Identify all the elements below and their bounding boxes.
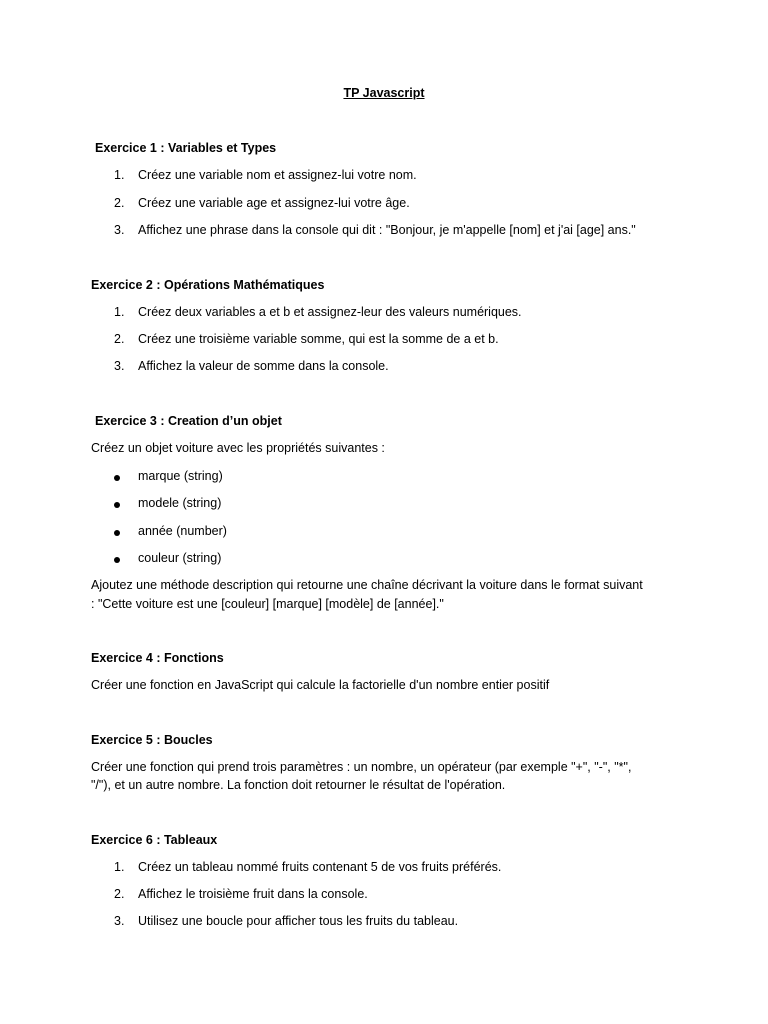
exercise-3-heading: Exercice 3 : Creation d’un objet (95, 414, 282, 428)
list-item-number: 3. (114, 359, 125, 373)
list-item-number: 3. (114, 223, 125, 237)
list-item-text: Créez une variable nom et assignez-lui votre nom. (138, 168, 417, 182)
exercise-3-outro-line-2: : "Cette voiture est une [couleur] [marque] [modèle] de [année]." (91, 597, 444, 611)
list-item-text: modele (string) (138, 496, 222, 510)
exercise-3-outro-line-1: Ajoutez une méthode description qui retourne une chaîne décrivant la voiture dans le format suivant (91, 578, 643, 592)
list-item-text: Créez un tableau nommé fruits contenant 5 de vos fruits préférés. (138, 860, 502, 874)
bullet-icon (114, 475, 120, 481)
document-title: TP Javascript (343, 86, 425, 100)
list-item-number: 3. (114, 914, 125, 928)
exercise-6-heading: Exercice 6 : Tableaux (91, 833, 218, 847)
list-item-text: Créez une variable age et assignez-lui votre âge. (138, 196, 410, 210)
exercise-5-text-line-2: "/"), et un autre nombre. La fonction doit retourner le résultat de l'opération. (91, 778, 506, 792)
list-item-text: Affichez une phrase dans la console qui dit : "Bonjour, je m'appelle [nom] et j'ai [age] ans." (138, 223, 636, 237)
exercise-3-intro: Créez un objet voiture avec les propriétés suivantes : (91, 441, 385, 455)
list-item-number: 2. (114, 196, 125, 210)
list-item-text: année (number) (138, 524, 227, 538)
exercise-5-text-line-1: Créer une fonction qui prend trois paramètres : un nombre, un opérateur (par exemple "+", "-", "*", (91, 760, 632, 774)
list-item-number: 1. (114, 168, 125, 182)
list-item-text: Affichez la valeur de somme dans la console. (138, 359, 389, 373)
exercise-4-heading: Exercice 4 : Fonctions (91, 651, 224, 665)
list-item-number: 1. (114, 860, 125, 874)
list-item-text: Utilisez une boucle pour afficher tous les fruits du tableau. (138, 914, 459, 928)
list-item-text: marque (string) (138, 469, 223, 483)
exercise-4-text: Créer une fonction en JavaScript qui calcule la factorielle d'un nombre entier positif (91, 678, 550, 692)
bullet-icon (114, 502, 120, 508)
exercise-2-heading: Exercice 2 : Opérations Mathématiques (91, 278, 325, 292)
list-item-text: Affichez le troisième fruit dans la console. (138, 887, 368, 901)
list-item-number: 2. (114, 887, 125, 901)
bullet-icon (114, 530, 120, 536)
exercise-1-heading: Exercice 1 : Variables et Types (95, 141, 277, 155)
list-item-text: couleur (string) (138, 551, 222, 565)
list-item-number: 2. (114, 332, 125, 346)
list-item-text: Créez deux variables a et b et assignez-leur des valeurs numériques. (138, 305, 522, 319)
bullet-icon (114, 557, 120, 563)
list-item-text: Créez une troisième variable somme, qui est la somme de a et b. (138, 332, 499, 346)
exercise-5-heading: Exercice 5 : Boucles (91, 733, 213, 747)
list-item-number: 1. (114, 305, 125, 319)
